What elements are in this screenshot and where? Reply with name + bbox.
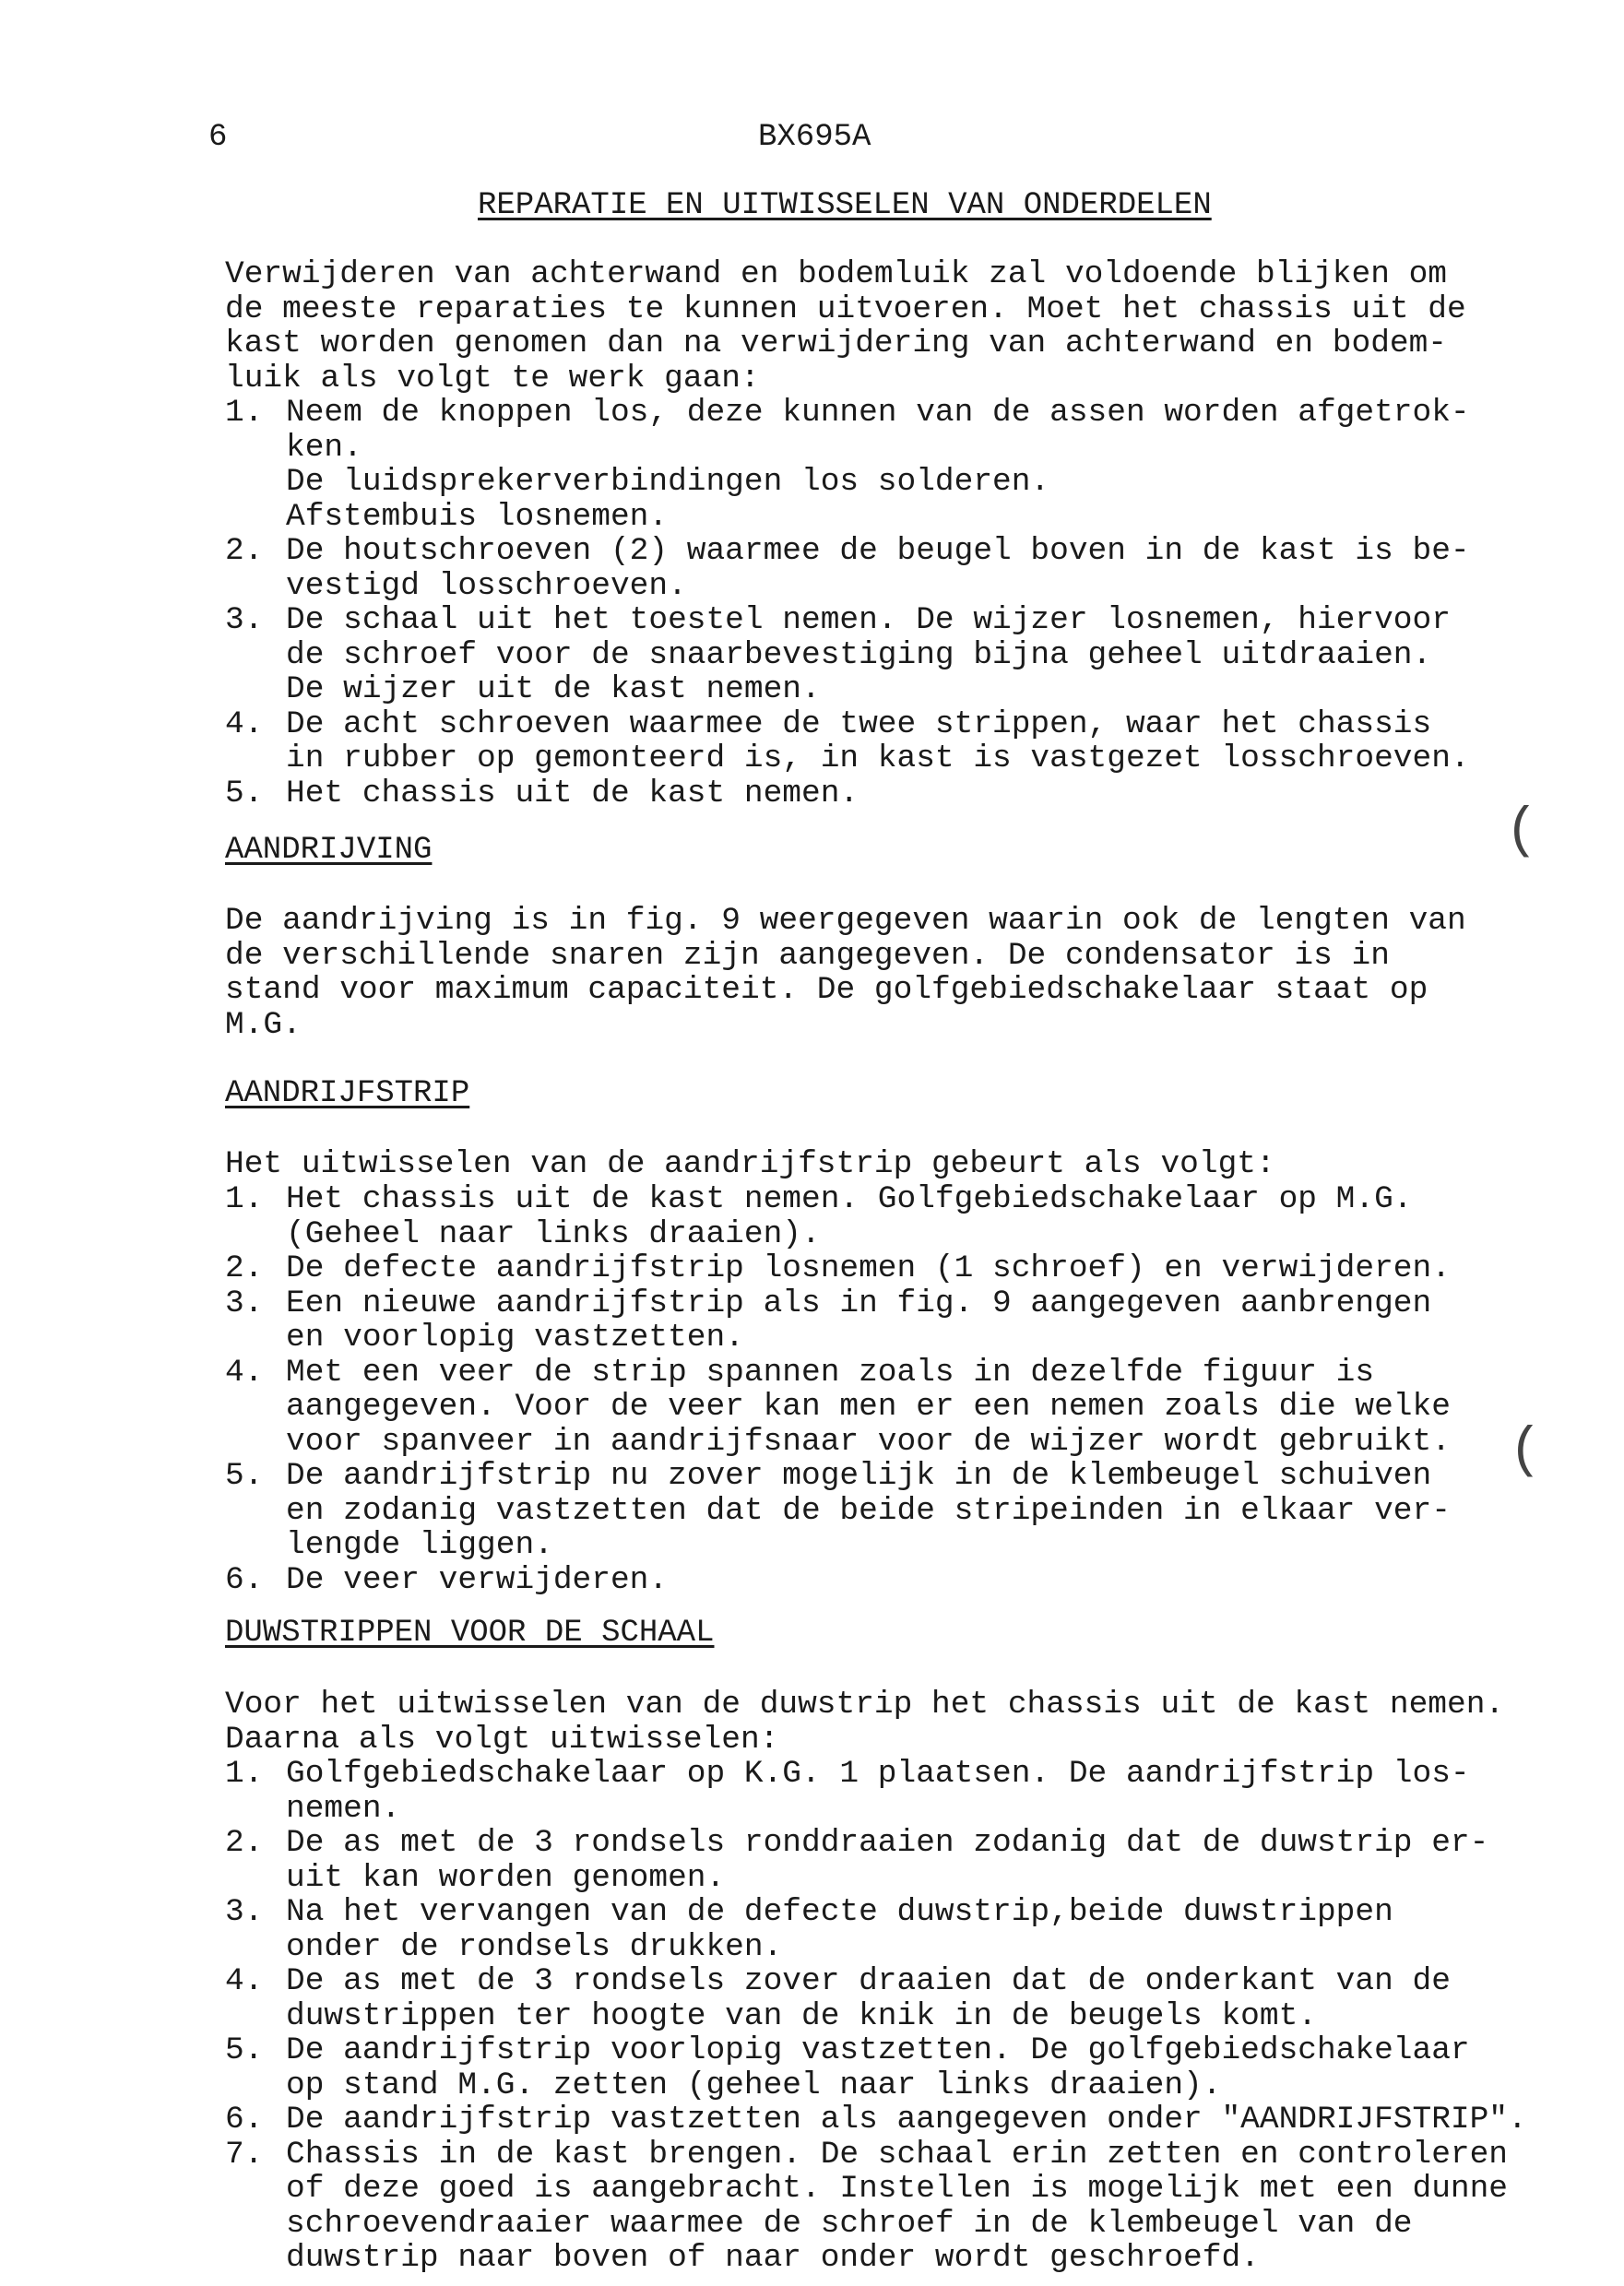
list-item: [225, 603, 1470, 707]
page-number: 6: [208, 120, 228, 155]
step-text: Het chassis uit de kast nemen.: [286, 775, 859, 811]
duwstrippen-steps-list: [225, 1757, 1527, 2276]
step-text: De aandrijfstrip voorlopig vastzetten. De golfgebiedschakelaar op stand M.G. zetten (geheel naar links draaien).: [286, 2032, 1470, 2103]
list-item: [225, 1356, 1451, 1460]
list-item: [225, 1826, 1527, 1895]
step-number: 5.: [225, 2032, 264, 2068]
step-text: De acht schroeven waarmee de twee strippen, waar het chassis in rubber op gemonteerd is, in kast is vastgezet losschroeven.: [286, 705, 1470, 776]
step-number: 1.: [225, 1181, 264, 1217]
list-item: [225, 1895, 1527, 1964]
section-title-duwstrippen: DUWSTRIPPEN VOOR DE SCHAAL: [225, 1616, 715, 1651]
step-text: Golfgebiedschakelaar op K.G. 1 plaatsen. De aandrijfstrip los- nemen.: [286, 1756, 1470, 1827]
list-item: [225, 776, 1470, 811]
intro-paragraph: Verwijderen van achterwand en bodemluik zal voldoende blijken om de meeste reparaties te kunnen uitvoeren. Moet het chassis uit de kast worden genomen dan na verwijdering van achterwand en bodem- luik als volgt te werk gaan:: [225, 256, 1466, 397]
step-text: Een nieuwe aandrijfstrip als in fig. 9 aangegeven aanbrengen en voorlopig vastzetten.: [286, 1285, 1432, 1356]
step-number: 5.: [225, 1458, 264, 1494]
list-item: [225, 1563, 1451, 1598]
punch-hole-mark: (: [1505, 800, 1539, 863]
step-number: 7.: [225, 2136, 264, 2173]
list-item: [225, 1964, 1527, 2033]
step-number: 6.: [225, 1561, 264, 1598]
step-number: 1.: [225, 1756, 264, 1792]
section-title-aandrijfstrip: AANDRIJFSTRIP: [225, 1076, 470, 1111]
document-code: BX695A: [758, 120, 871, 155]
step-text: Het chassis uit de kast nemen. Golfgebiedschakelaar op M.G. (Geheel naar links draaien).: [286, 1181, 1413, 1252]
step-text: De schaal uit het toestel nemen. De wijzer losnemen, hiervoor de schroef voor de snaarbevestiging bijna geheel uitdraaien. De wijzer uit de kast nemen.: [286, 602, 1451, 707]
list-item: [225, 707, 1470, 776]
step-text: De as met de 3 rondsels ronddraaien zodanig dat de duwstrip er- uit kan worden genomen.: [286, 1825, 1489, 1896]
list-item: [225, 396, 1470, 534]
step-number: 3.: [225, 602, 264, 638]
list-item: [225, 1459, 1451, 1563]
step-number: 2.: [225, 533, 264, 569]
step-text: De veer verwijderen.: [286, 1561, 669, 1598]
step-number: 1.: [225, 395, 264, 431]
list-item: [225, 1757, 1527, 1826]
list-item: [225, 2138, 1527, 2276]
step-number: 6.: [225, 2102, 264, 2138]
aandrijving-paragraph: De aandrijving is in fig. 9 weergegeven waarin ook de lengten van de verschillende snaren zijn aangegeven. De condensator is in stand voor maximum capaciteit. De golfgebiedschakelaar staat op M.G.: [225, 903, 1466, 1043]
step-number: 3.: [225, 1285, 264, 1321]
step-text: Neem de knoppen los, deze kunnen van de assen worden afgetrok- ken. De luidsprekerverbindingen los solderen. Afstembuis losnemen.: [286, 395, 1470, 535]
step-text: Na het vervangen van de defecte duwstrip,beide duwstrippen onder de rondsels drukken.: [286, 1894, 1393, 1965]
list-item: [225, 2033, 1527, 2102]
step-number: 4.: [225, 1963, 264, 1999]
step-text: De houtschroeven (2) waarmee de beugel boven in de kast is be- vestigd losschroeven.: [286, 533, 1470, 604]
step-text: De aandrijfstrip nu zover mogelijk in de klembeugel schuiven en zodanig vastzetten dat de beide stripeinden in elkaar ver- lengde liggen.: [286, 1458, 1451, 1563]
list-item: [225, 1251, 1451, 1286]
step-text: De as met de 3 rondsels zover draaien dat de onderkant van de duwstrippen ter hoogte van de knik in de beugels komt.: [286, 1963, 1451, 2034]
step-number: 4.: [225, 1354, 264, 1391]
list-item: [225, 1182, 1451, 1251]
step-number: 2.: [225, 1250, 264, 1286]
step-number: 3.: [225, 1894, 264, 1930]
step-number: 5.: [225, 775, 264, 811]
list-item: [225, 2102, 1527, 2138]
aandrijfstrip-intro: Het uitwisselen van de aandrijfstrip gebeurt als volgt:: [225, 1146, 1275, 1182]
removal-steps-list: [225, 396, 1470, 811]
aandrijfstrip-steps-list: [225, 1182, 1451, 1597]
punch-hole-mark: (: [1509, 1420, 1543, 1483]
step-number: 2.: [225, 1825, 264, 1861]
step-text: De defecte aandrijfstrip losnemen (1 schroef) en verwijderen.: [286, 1250, 1451, 1286]
section-title-aandrijving: AANDRIJVING: [225, 833, 433, 868]
duwstrippen-intro: Voor het uitwisselen van de duwstrip het chassis uit de kast nemen. Daarna als volgt uitwisselen:: [225, 1687, 1505, 1758]
list-item: [225, 534, 1470, 603]
page-title: REPARATIE EN UITWISSELEN VAN ONDERDELEN: [478, 188, 1212, 223]
list-item: [225, 1286, 1451, 1356]
step-text: Chassis in de kast brengen. De schaal erin zetten en controleren of deze goed is aangebracht. Instellen is mogelijk met een dunne schroevendraaier waarmee de schroef in de klembeugel van de duwstrip naar boven of naar onder wordt geschroefd.: [286, 2136, 1509, 2276]
step-text: Met een veer de strip spannen zoals in dezelfde figuur is aangegeven. Voor de veer kan men er een nemen zoals die welke voor spanveer in aandrijfsnaar voor de wijzer wordt gebruikt.: [286, 1354, 1451, 1460]
step-number: 4.: [225, 705, 264, 742]
step-text: De aandrijfstrip vastzetten als aangegeven onder "AANDRIJFSTRIP".: [286, 2102, 1527, 2138]
